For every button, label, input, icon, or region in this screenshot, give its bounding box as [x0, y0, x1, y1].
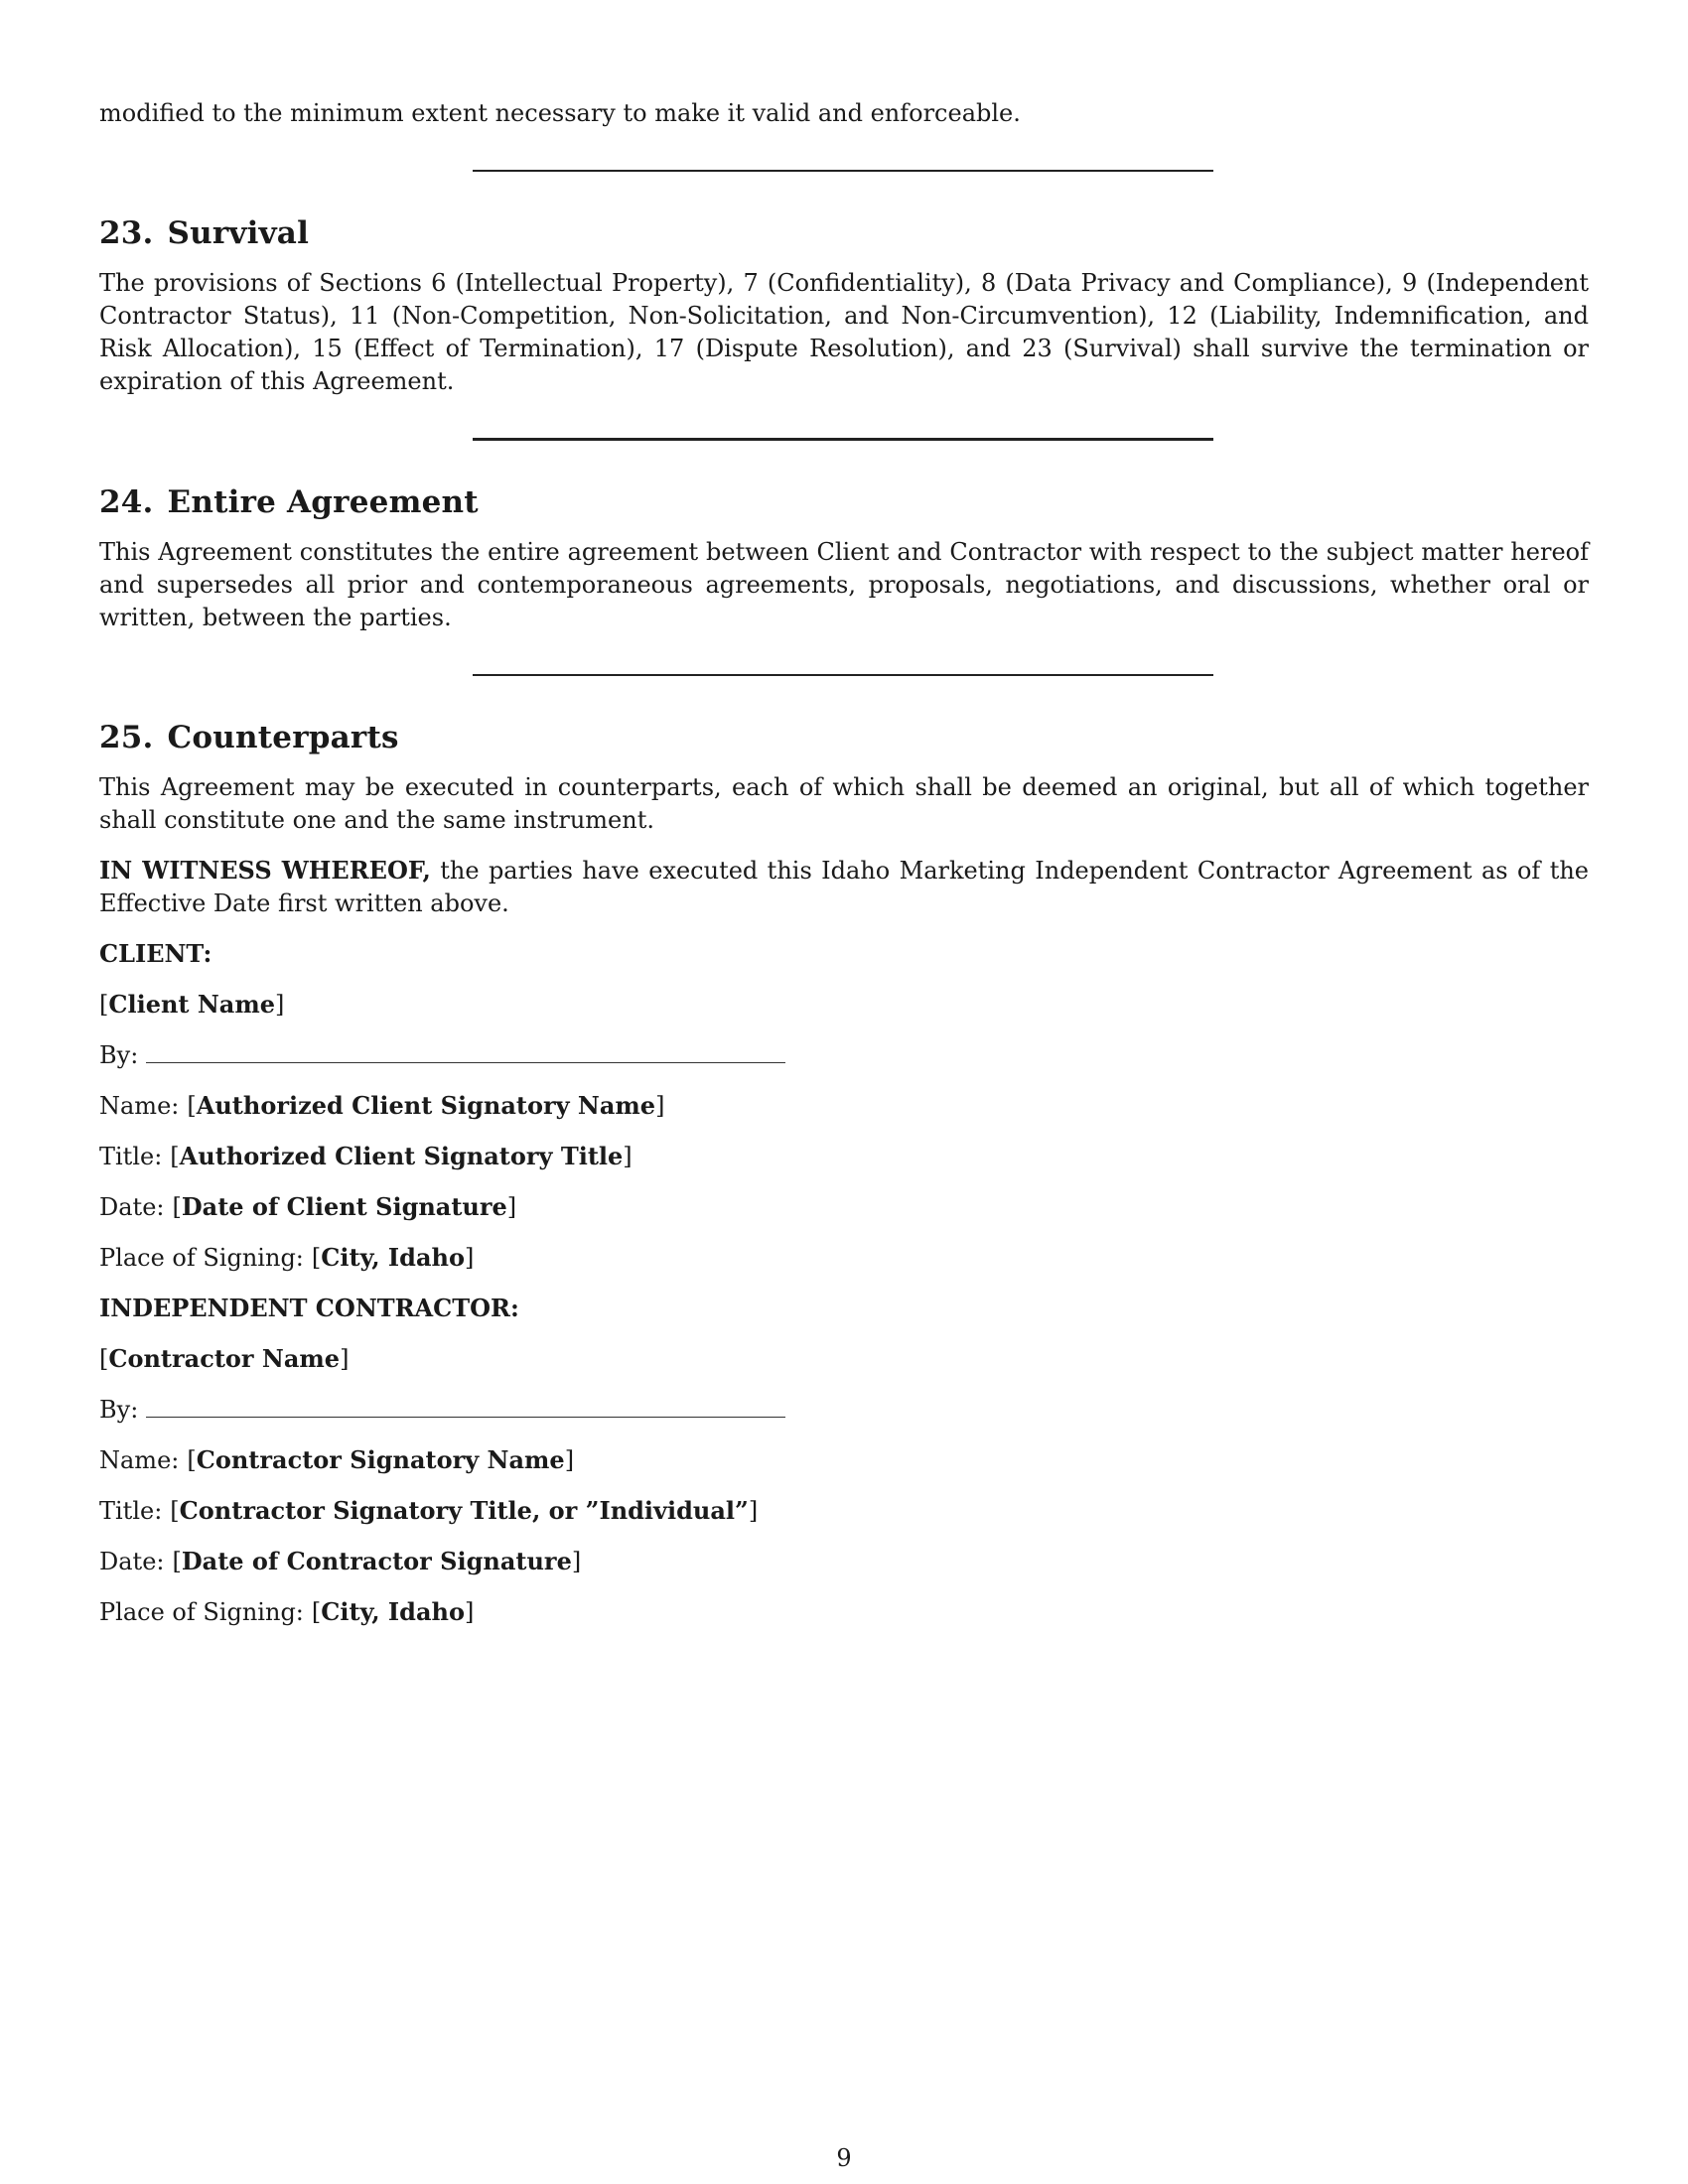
contractor-place-of-signing: City, Idaho — [321, 1597, 465, 1626]
section-divider — [473, 438, 1213, 441]
witness-paragraph — [99, 854, 1589, 920]
client-date-label: Date: — [99, 1193, 165, 1221]
contractor-signatory-name: Contractor Signatory Name — [196, 1445, 565, 1474]
client-name-label: Name: — [99, 1092, 180, 1120]
section-divider — [473, 674, 1213, 676]
section-title: Entire Agreement — [167, 484, 479, 520]
client-signature-block: CLIENT: [Client Name] By: Name: [Authorized Client Signatory Name] Title: [Authorized Client Signatory Title] Date: [Date of Client Signature] Place of Signing: [City, Idaho] — [99, 937, 1589, 1275]
contractor-date-label: Date: — [99, 1548, 165, 1575]
contractor-signature-block: INDEPENDENT CONTRACTOR: [Contractor Name] By: Name: [Contractor Signatory Name] Title: [Contractor Signatory Title, or ”Individual”] Date: [Date of Contractor Signature] Place of Signing: [City, Idaho] — [99, 1292, 1589, 1629]
section-23-heading — [99, 213, 1589, 253]
contractor-by-label: By: — [99, 1396, 139, 1424]
client-by-label: By: — [99, 1041, 139, 1069]
contractor-title-label: Title: — [99, 1497, 163, 1525]
contractor-signatory-title: Contractor Signatory Title, or ”Individual” — [179, 1496, 749, 1525]
contractor-signature-line[interactable] — [146, 1393, 785, 1418]
client-place-label: Place of Signing: — [99, 1244, 304, 1272]
page-number: 9 — [836, 2144, 852, 2172]
section-title: Counterparts — [167, 720, 399, 755]
contractor-name-label: Name: — [99, 1446, 180, 1474]
document-page — [99, 97, 1589, 1646]
section-number: 25. — [99, 720, 154, 755]
contractor-name: Contractor Name — [108, 1344, 341, 1373]
section-23-body: The provisions of Sections 6 (Intellectual Property), 7 (Confidentiality), 8 (Data Privacy and Compliance), 9 (Independent Contractor Status), 11 (Non-Competition, Non-Solicitation, and Non-Circumvention), 12 (Liability, Indemnification, and Risk Allocation), 15 (Effect of Termination), 17 (Dispute Resolution), and 23 (Survival) shall survive the termination or expiration of this Agreement. — [99, 269, 1589, 395]
contractor-heading: INDEPENDENT CONTRACTOR: — [99, 1294, 519, 1322]
section-24-body: This Agreement constitutes the entire agreement between Client and Contractor with respect to the subject matter hereof and supersedes all prior and contemporaneous agreements, proposals, negotiations, and discussions, whether oral or written, between the parties. — [99, 538, 1589, 631]
client-place-of-signing: City, Idaho — [321, 1243, 465, 1272]
section-divider — [473, 170, 1213, 172]
client-signatory-title: Authorized Client Signatory Title — [179, 1142, 624, 1170]
section-number: 24. — [99, 484, 154, 520]
client-signatory-name: Authorized Client Signatory Name — [196, 1091, 656, 1120]
section-number: 23. — [99, 215, 154, 251]
client-title-label: Title: — [99, 1143, 163, 1170]
intro-text: modified to the minimum extent necessary to make it valid and enforceable. — [99, 99, 1021, 127]
contractor-place-label: Place of Signing: — [99, 1598, 304, 1626]
witness-lead: IN WITNESS WHEREOF, — [99, 856, 431, 885]
section-title: Survival — [167, 215, 310, 251]
witness-text: the parties have executed this Idaho Marketing Independent Contractor Agreement as of the Effective Date first written above. — [99, 857, 1590, 917]
client-heading: CLIENT: — [99, 939, 212, 968]
section-25-heading — [99, 718, 1589, 757]
client-name: Client Name — [108, 990, 276, 1019]
client-signature-line[interactable] — [146, 1038, 785, 1063]
section-25-body: This Agreement may be executed in counterparts, each of which shall be deemed an original, but all of which together shall constitute one and the same instrument. — [99, 773, 1589, 834]
section-24-heading — [99, 482, 1589, 522]
contractor-signature-date: Date of Contractor Signature — [181, 1547, 572, 1575]
client-signature-date: Date of Client Signature — [181, 1192, 507, 1221]
